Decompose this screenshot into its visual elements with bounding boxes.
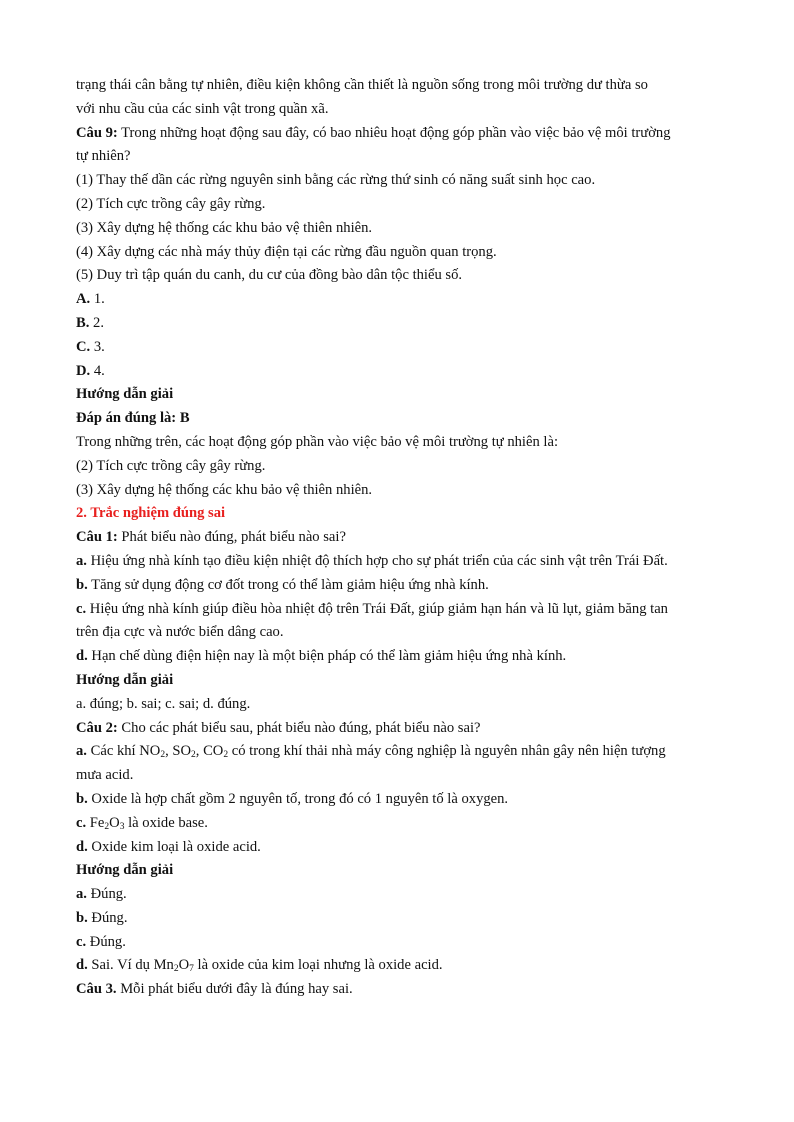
c1-guide-title: Hướng dẫn giải [76, 671, 174, 688]
subscript: 2 [223, 750, 229, 761]
statement-text: Oxide là hợp chất gồm 2 nguyên tố, trong đó có 1 nguyên tố là oxygen. [87, 790, 509, 807]
q9-option-b [76, 312, 721, 336]
subscript: 2 [104, 821, 110, 832]
statement-text: , CO [195, 743, 224, 760]
c2-statement-a-cont: mưa acid. [76, 767, 134, 784]
c2-guide-title: Hướng dẫn giải [76, 862, 174, 879]
answer-letter: b. [76, 909, 88, 926]
statement-letter: c. [76, 814, 87, 831]
c1-answer: a. đúng; b. sai; c. sai; d. đúng. [76, 695, 251, 712]
intro-line-2: với nhu cầu của các sinh vật trong quần xã. [76, 100, 329, 117]
q9-item-4: (4) Xây dựng các nhà máy thủy điện tại các rừng đầu nguồn quan trọng. [76, 243, 497, 260]
statement-letter: a. [76, 552, 87, 569]
option-text: 2. [89, 314, 104, 331]
c2-answer-d [76, 954, 721, 978]
subscript: 2 [173, 964, 179, 975]
answer-text: Đúng. [86, 933, 126, 950]
c2-answer-b [76, 907, 721, 931]
q9-explain-2: (2) Tích cực trồng cây gây rừng. [76, 457, 266, 474]
c1-statement-c [76, 598, 721, 622]
statement-text: Hiệu ứng nhà kính giúp điều hòa nhiệt độ trên Trái Đất, giúp giảm hạn hán và lũ lụt, giảm băng tan [86, 600, 668, 617]
statement-text: Fe [86, 814, 105, 831]
subscript: 2 [191, 750, 196, 761]
c3-text: Mỗi phát biểu dưới đây là đúng hay sai. [116, 981, 353, 998]
statement-letter: c. [76, 600, 87, 617]
statement-letter: b. [76, 790, 88, 807]
statement-text: O [109, 814, 120, 831]
option-letter: D. [76, 362, 91, 379]
q9-option-a [76, 288, 721, 312]
c2-text: Cho các phát biểu sau, phát biểu nào đúng, phát biểu nào sai? [117, 719, 481, 736]
q9-item-2: (2) Tích cực trồng cây gây rừng. [76, 195, 266, 212]
question-9-label: Câu 9: [76, 124, 118, 141]
c2-label: Câu 2: [76, 719, 118, 736]
question-9-stem [76, 122, 721, 146]
subscript: 7 [189, 964, 194, 975]
answer-text: Đúng. [87, 909, 128, 926]
statement-text: Tăng sử dụng động cơ đốt trong có thể làm giảm hiệu ứng nhà kính. [87, 576, 489, 593]
statement-text: là oxide base. [124, 814, 208, 831]
q9-item-5: (5) Duy trì tập quán du canh, du cư của đồng bào dân tộc thiểu số. [76, 267, 463, 284]
q9-option-c [76, 336, 721, 360]
section-2-title: 2. Trắc nghiệm đúng sai [76, 505, 226, 522]
statement-text: Các khí NO [86, 743, 161, 760]
statement-letter: a. [76, 743, 87, 760]
q9-item-3: (3) Xây dựng hệ thống các khu bảo vệ thiên nhiên. [76, 219, 373, 236]
q9-item-1: (1) Thay thế dần các rừng nguyên sinh bằng các rừng thứ sinh có năng suất sinh học cao. [76, 172, 596, 189]
c2-stem [76, 717, 721, 741]
statement-text: có trong khí thải nhà máy công nghiệp là nguyên nhân gây nên hiện tượng [228, 743, 666, 760]
answer-letter: d. [76, 957, 88, 974]
q9-answer: Đáp án đúng là: B [76, 410, 190, 427]
option-text: 1. [90, 291, 105, 308]
c1-statement-d [76, 645, 721, 669]
option-text: 4. [90, 362, 105, 379]
c1-label: Câu 1: [76, 529, 118, 546]
answer-text: Đúng. [86, 886, 127, 903]
c1-statement-b [76, 574, 721, 598]
subscript: 3 [119, 821, 125, 832]
answer-text: O [178, 957, 190, 974]
answer-letter: c. [76, 933, 87, 950]
question-9-stem-cont: tự nhiên? [76, 148, 131, 165]
c2-statement-c [76, 812, 721, 836]
answer-text: là oxide của kim loại nhưng là oxide acid. [193, 957, 443, 974]
option-letter: A. [76, 291, 91, 308]
q9-guide-title: Hướng dẫn giải [76, 386, 174, 403]
statement-letter: d. [76, 648, 88, 665]
statement-letter: d. [76, 838, 88, 855]
statement-text: , SO [165, 743, 192, 760]
option-text: 3. [90, 338, 105, 355]
subscript: 2 [160, 750, 166, 761]
q9-explain-1: Trong những trên, các hoạt động góp phần vào việc bảo vệ môi trường tự nhiên là: [76, 433, 558, 450]
c3-stem [76, 978, 721, 1002]
c2-statement-a [76, 740, 721, 764]
option-letter: B. [76, 314, 90, 331]
c1-text: Phát biểu nào đúng, phát biểu nào sai? [117, 529, 346, 546]
c1-statement-a [76, 550, 721, 574]
question-9-text: Trong những hoạt động sau đây, có bao nhiêu hoạt động góp phần vào việc bảo vệ môi trường [117, 124, 671, 141]
c2-answer-a [76, 883, 721, 907]
answer-letter: a. [76, 886, 87, 903]
document-page [76, 74, 721, 1002]
c2-answer-c [76, 931, 721, 955]
c1-statement-c-cont: trên địa cực và nước biển dâng cao. [76, 624, 284, 641]
statement-text: Hiệu ứng nhà kính tạo điều kiện nhiệt độ thích hợp cho sự phát triển của các sinh vật trên Trái Đất. [86, 552, 668, 569]
c3-label: Câu 3. [76, 981, 117, 998]
statement-text: Oxide kim loại là oxide acid. [87, 838, 261, 855]
q9-option-d [76, 360, 721, 384]
c1-stem [76, 526, 721, 550]
statement-text: Hạn chế dùng điện hiện nay là một biện pháp có thể làm giảm hiệu ứng nhà kính. [87, 648, 567, 665]
c2-statement-b [76, 788, 721, 812]
statement-letter: b. [76, 576, 88, 593]
c2-statement-d [76, 836, 721, 860]
option-letter: C. [76, 338, 91, 355]
answer-text: Sai. Ví dụ Mn [87, 957, 174, 974]
q9-explain-3: (3) Xây dựng hệ thống các khu bảo vệ thiên nhiên. [76, 481, 373, 498]
intro-line-1: trạng thái cân bằng tự nhiên, điều kiện không cần thiết là nguồn sống trong môi trường dư thừa so [76, 77, 648, 93]
